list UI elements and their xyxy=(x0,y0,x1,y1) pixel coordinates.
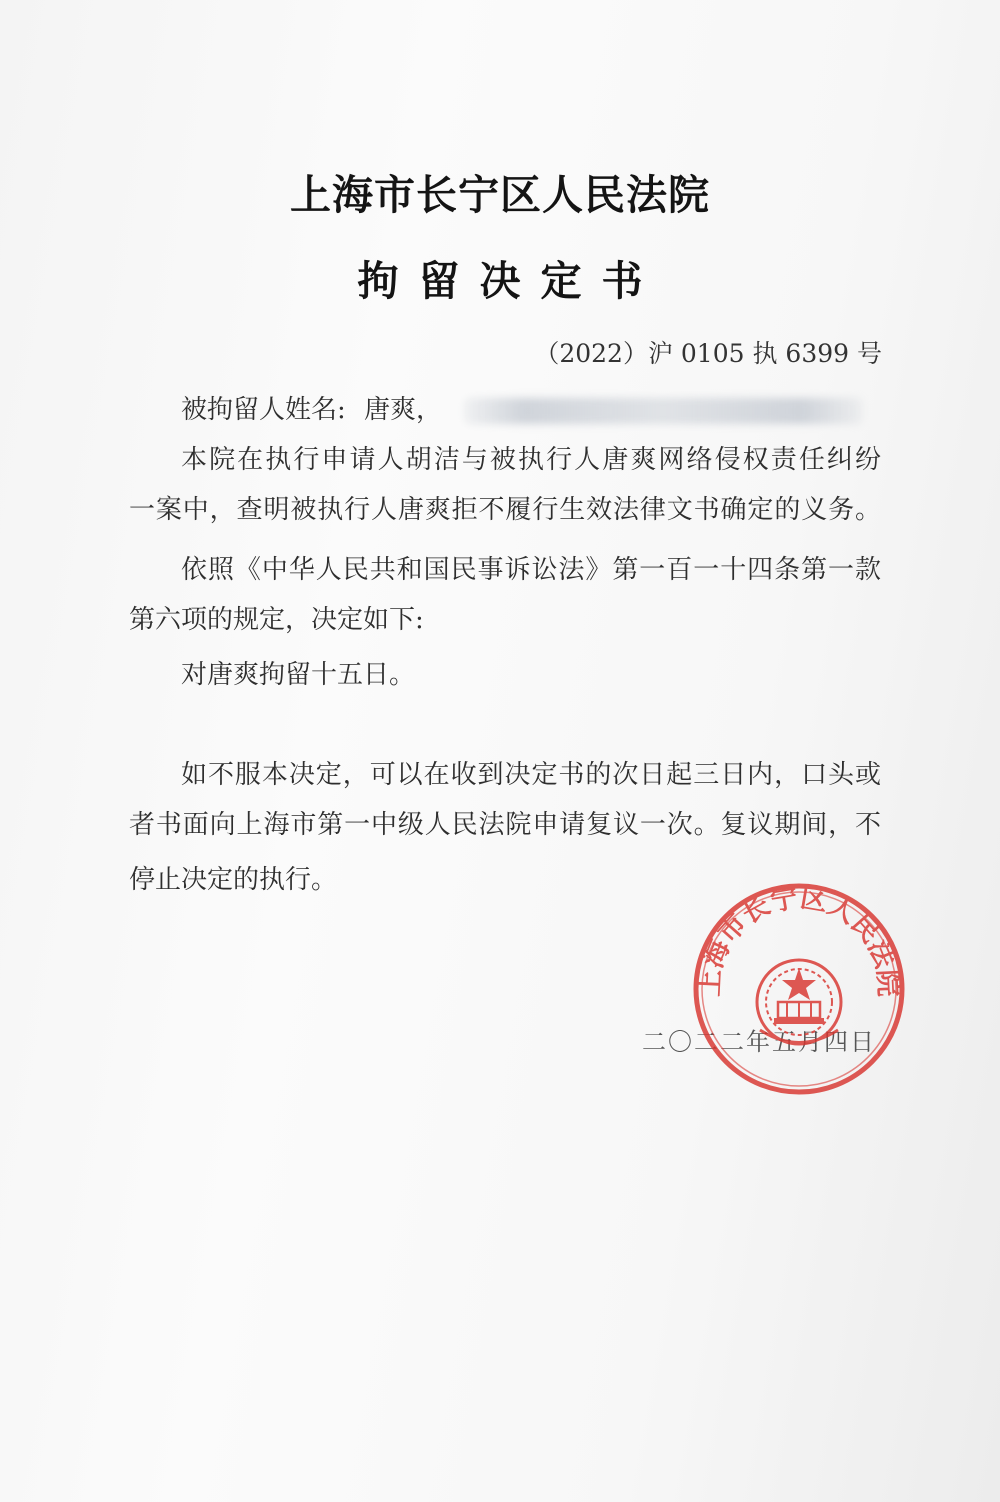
paragraph-3-line-3: 停止决定的执行。 xyxy=(129,865,338,895)
detainee-separator: ， xyxy=(416,395,443,425)
national-emblem-icon xyxy=(757,960,841,1044)
case-number: （2022）沪 0105 执 6399 号 xyxy=(534,339,882,368)
court-seal-stamp xyxy=(690,880,908,1098)
document-title: 拘留决定书 xyxy=(357,257,663,305)
paragraph-2-line-2: 第六项的规定，决定如下: xyxy=(129,605,424,635)
paragraph-3-line-2: 者书面向上海市第一中级人民法院申请复议一次。复议期间，不 xyxy=(129,810,881,840)
court-name-heading: 上海市长宁区人民法院 xyxy=(290,171,710,219)
detainee-label: 被拘留人姓名: xyxy=(181,395,346,425)
redacted-personal-info xyxy=(464,398,862,424)
paragraph-2-line-1: 依照《中华人民共和国民事诉讼法》第一百一十四条第一款 xyxy=(181,555,881,585)
detainee-line xyxy=(181,397,862,424)
paragraph-3-line-1: 如不服本决定，可以在收到决定书的次日起三日内，口头或 xyxy=(181,760,881,790)
seal-text: 上海市长宁区人民法院 xyxy=(694,882,904,998)
issue-date: 二〇二二年五月四日 xyxy=(642,1028,876,1056)
decision-line: 对唐爽拘留十五日。 xyxy=(181,660,416,690)
paragraph-1-line-1: 本院在执行申请人胡洁与被执行人唐爽网络侵权责任纠纷 xyxy=(181,445,881,475)
paragraph-1-line-2: 一案中，查明被执行人唐爽拒不履行生效法律文书确定的义务。 xyxy=(129,495,881,525)
detainee-name: 唐爽 xyxy=(364,395,417,425)
